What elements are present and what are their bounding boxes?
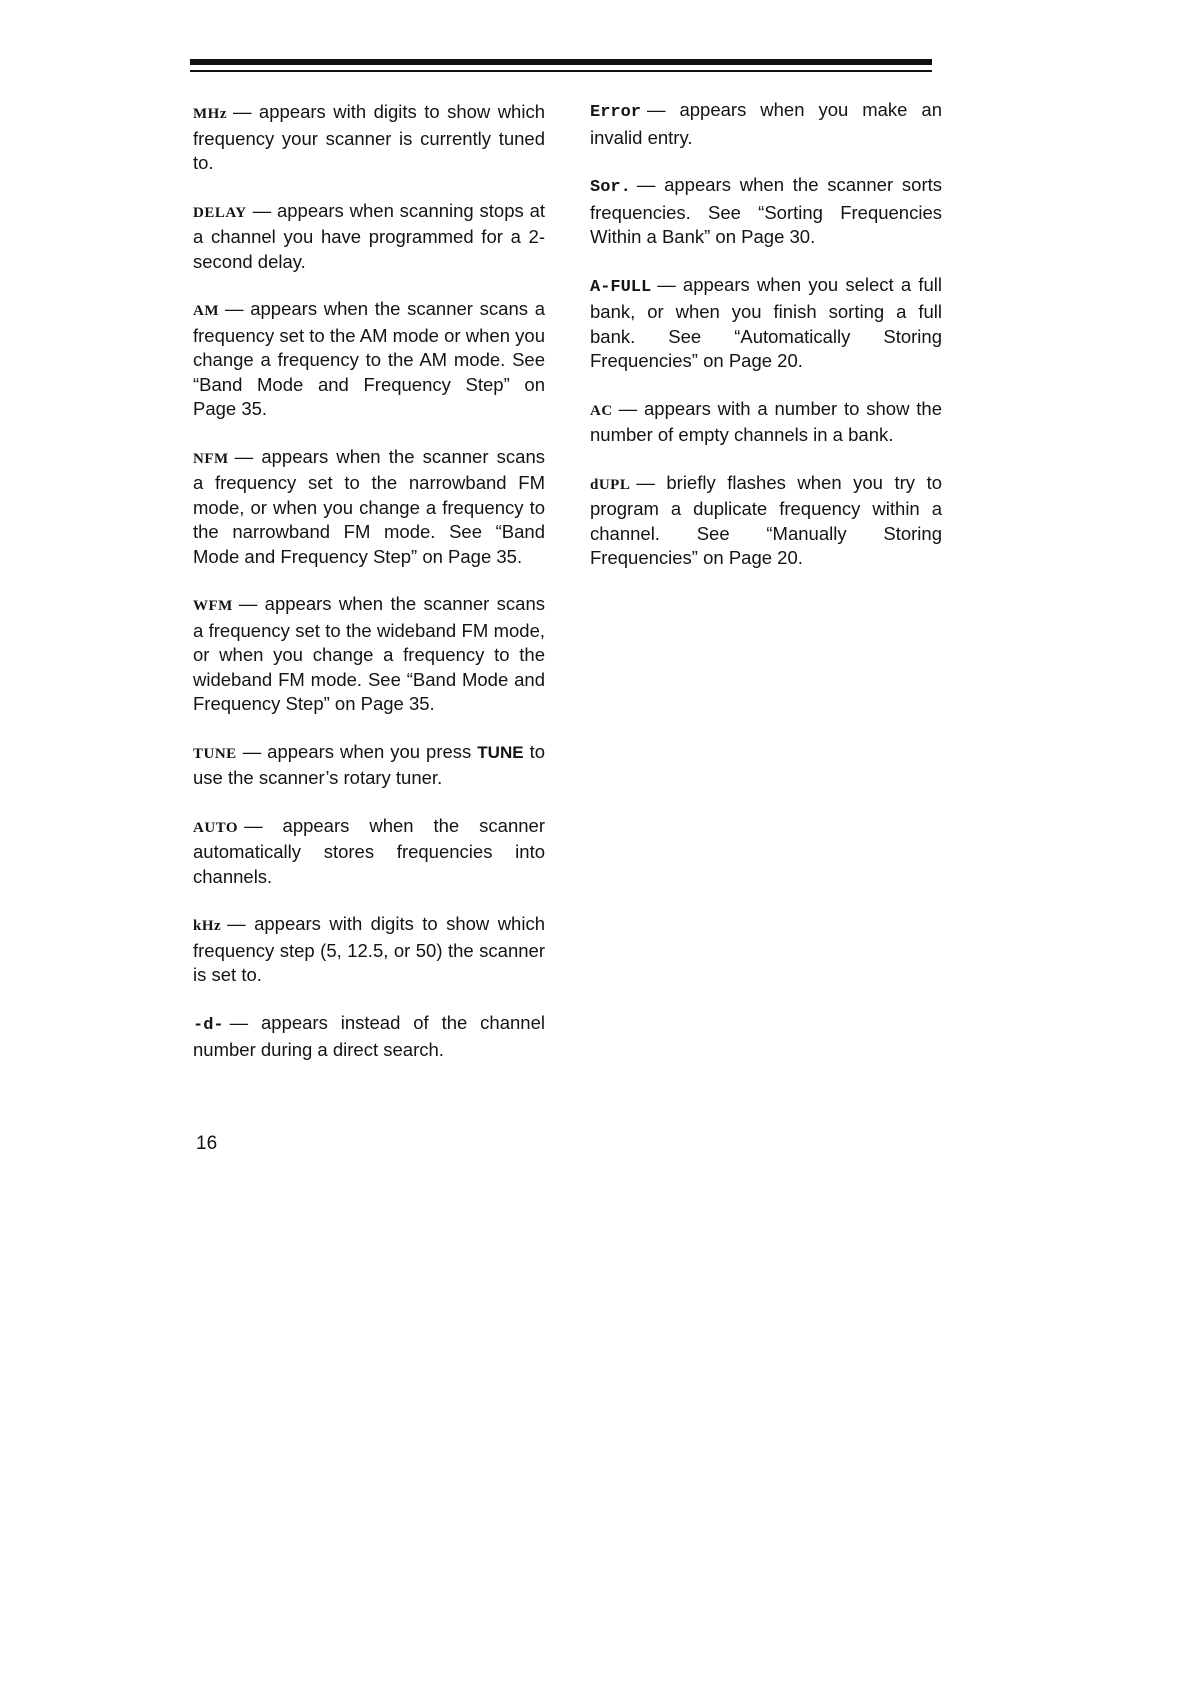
key-name: TUNE: [477, 742, 524, 762]
entry-wfm: [193, 592, 545, 717]
term-label: NFM: [193, 450, 229, 467]
entry-delay: [193, 199, 545, 275]
term-label: -d-: [193, 1015, 224, 1035]
term-label: DELAY: [193, 204, 247, 221]
term-label: dUPL: [590, 476, 631, 493]
term-description: — appears when the scanner scans a frequency set to the narrowband FM mode, or when you change a frequency to the narrowband FM mode. See “Band Mode and Frequency Step” on Page 35.: [193, 445, 545, 567]
term-description: — briefly flashes when you try to program a duplicate frequency within a channel. See “Manually Storing Frequencies” on Page 20.: [590, 471, 942, 568]
entry-sort: [590, 173, 942, 250]
entry-error: [590, 98, 942, 150]
term-description: — appears when the scanner scans a frequency set to the wideband FM mode, or when you change a frequency to the wideband FM mode. See “Band Mode and Frequency Step” on Page 35.: [193, 593, 545, 714]
entry-nfm: [193, 445, 545, 570]
term-description: — appears with digits to show which frequency your scanner is currently tuned to.: [193, 101, 545, 173]
term-label: Error: [590, 103, 642, 122]
term-label: Sor.: [590, 178, 631, 197]
left-column: [193, 100, 545, 1086]
term-description: — appears when the scanner scans a frequency set to the AM mode or when you change a frequency to the AM mode. See “Band Mode and Frequency Step” on Page 35.: [193, 298, 545, 419]
term-description: — appears with a number to show the number of empty channels in a bank.: [590, 397, 942, 445]
entry-dupl: [590, 471, 942, 571]
term-description: — appears when you select a full bank, or when you finish sorting a full bank. See “Automatically Storing Frequencies” on Page 20.: [590, 273, 942, 371]
entry-tune: [193, 740, 545, 791]
term-label: AUTO: [193, 819, 239, 836]
page-number: 16: [196, 1133, 218, 1154]
term-label: kHz: [193, 918, 222, 934]
term-label: AC: [590, 402, 613, 419]
term-label: AM: [193, 303, 219, 319]
entry-auto: [193, 814, 545, 890]
entry-am: [193, 297, 545, 422]
term-label: TUNE: [193, 745, 237, 762]
right-column: [590, 98, 942, 594]
header-rule-thin: [190, 70, 932, 72]
entry-mhz: [193, 100, 545, 176]
term-label: MHz: [193, 106, 227, 122]
term-description: — appears when the scanner automatically stores frequencies into channels.: [193, 814, 545, 887]
term-label: WFM: [193, 598, 233, 614]
term-description: — appears instead of the channel number during a direct search.: [193, 1011, 545, 1060]
entry-ac: [590, 397, 942, 448]
term-description: — appears when scanning stops at a channel you have programmed for a 2-second delay.: [193, 199, 545, 272]
term-label: A-FULL: [590, 277, 652, 297]
entry-a-full: [590, 273, 942, 374]
term-description: — appears when you make an invalid entry.: [590, 99, 942, 148]
entry-khz: [193, 912, 545, 988]
term-description: — appears with digits to show which frequency step (5, 12.5, or 50) the scanner is set to.: [193, 913, 545, 985]
term-description: — appears when the scanner sorts frequencies. See “Sorting Frequencies Within a Bank” on Page 30.: [590, 174, 942, 247]
entry-direct-search: [193, 1011, 545, 1063]
term-description-continued: to use the scanner’s rotary tuner.: [193, 740, 546, 788]
term-description: — appears when you press: [242, 740, 472, 762]
header-rule-thick: [190, 59, 932, 65]
